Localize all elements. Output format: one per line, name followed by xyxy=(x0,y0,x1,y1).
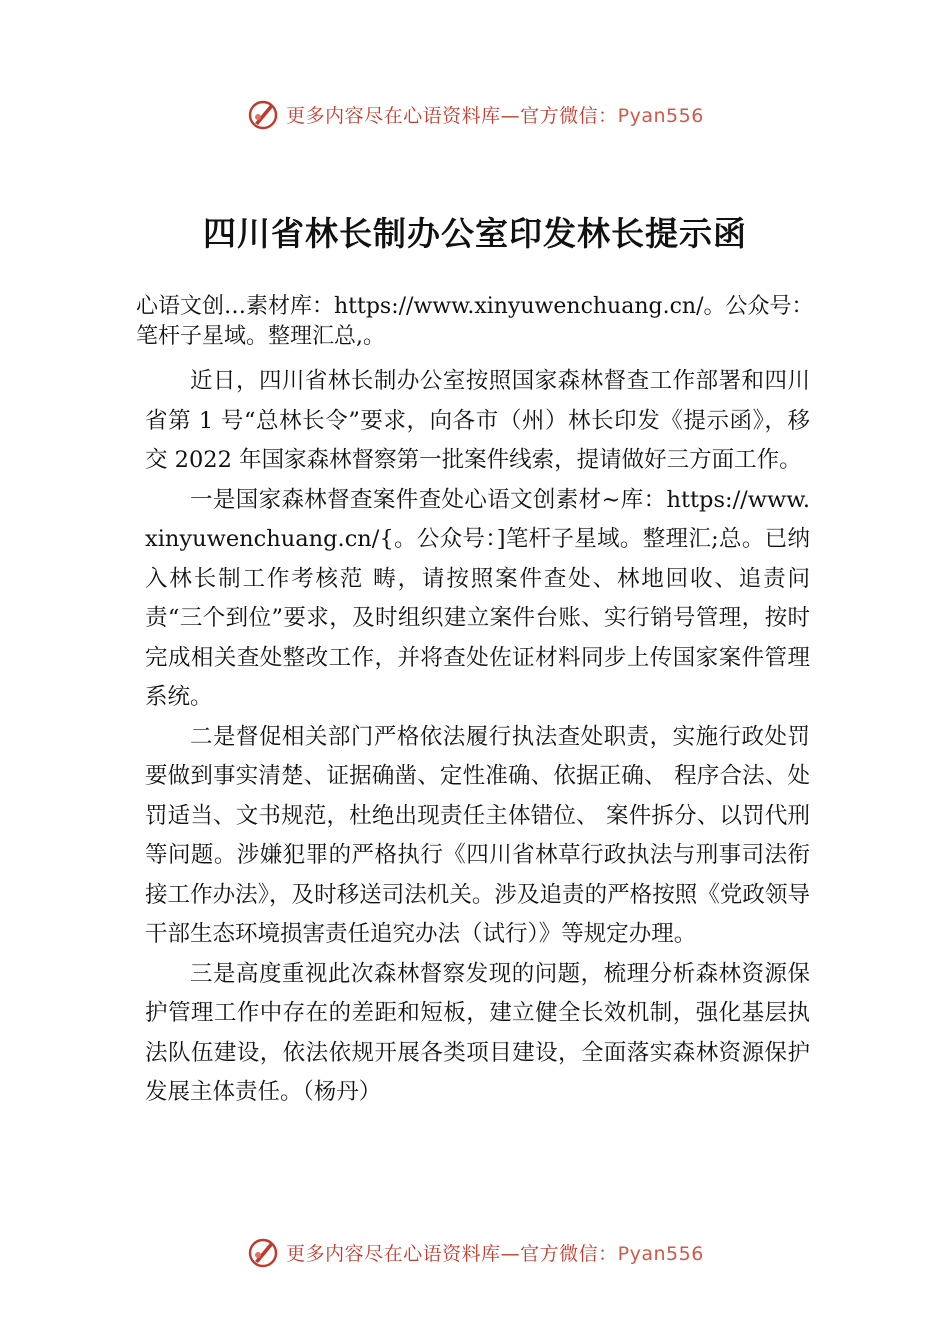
paragraph-one: 一是国家森林督查案件查处心语文创素材~库：https://www.xinyuwenchuang.cn/{。公众号：]笔杆子星域。整理汇;总。已纳入林长制工作考核范 畴，请按照案件查处、林地回收、追责问责“三个到位”要求，及时组织建立案件台账、实行销号管理，按时完成相关查处整改工作，并将查处佐证材料同步上传国家案件管理系统。 xyxy=(145,486,810,710)
paragraph-two: 二是督促相关部门严格依法履行执法查处职责，实施行政处罚要做到事实清楚、证据确凿、定性准确、依据正确、 程序合法、处罚适当、文书规范，杜绝出现责任主体错位、 案件拆分、以罚代刑等问题。涉嫌犯罪的严格执行《四川省林草行政执法与刑事司法衔接工作办法》，及时移送司法机关。涉及追责的严格按照《党政领导干部生态环境损害责任追究办法（试行）》等规定办理。 xyxy=(145,723,810,947)
paragraph-three: 三是高度重视此次森林督察发现的问题，梳理分析森林资源保护管理工作中存在的差距和短板，建立健全长效机制，强化基层执法队伍建设，依法依规开展各类项目建设，全面落实森林资源保护发展主体责任。（杨丹） xyxy=(145,960,810,1105)
brush-seal-icon xyxy=(246,97,280,131)
document-title: 四川省林长制办公室印发林长提示函 xyxy=(203,214,747,253)
header-banner-text: 更多内容尽在心语资料库—官方微信：Pyan556 xyxy=(286,104,704,127)
document-body xyxy=(145,362,810,1113)
wechat-handle: Pyan556 xyxy=(617,1242,704,1265)
wechat-handle: Pyan556 xyxy=(617,104,704,127)
paragraph-intro: 近日，四川省林长制办公室按照国家森林督查工作部署和四川省第 1 号“总林长令”要求，向各市（州）林长印发《提示函》，移交 2022 年国家森林督察第一批案件线索，提请做好三方面工作。 xyxy=(145,368,810,473)
footer-banner-text: 更多内容尽在心语资料库—官方微信：Pyan556 xyxy=(286,1242,704,1265)
header-banner xyxy=(0,94,950,134)
brush-seal-icon xyxy=(246,1235,280,1269)
source-line: 心语文创…素材库：https://www.xinyuwenchuang.cn/。公众号：笔杆子星域。整理汇总,。 xyxy=(136,294,814,349)
footer-banner xyxy=(0,1232,950,1272)
